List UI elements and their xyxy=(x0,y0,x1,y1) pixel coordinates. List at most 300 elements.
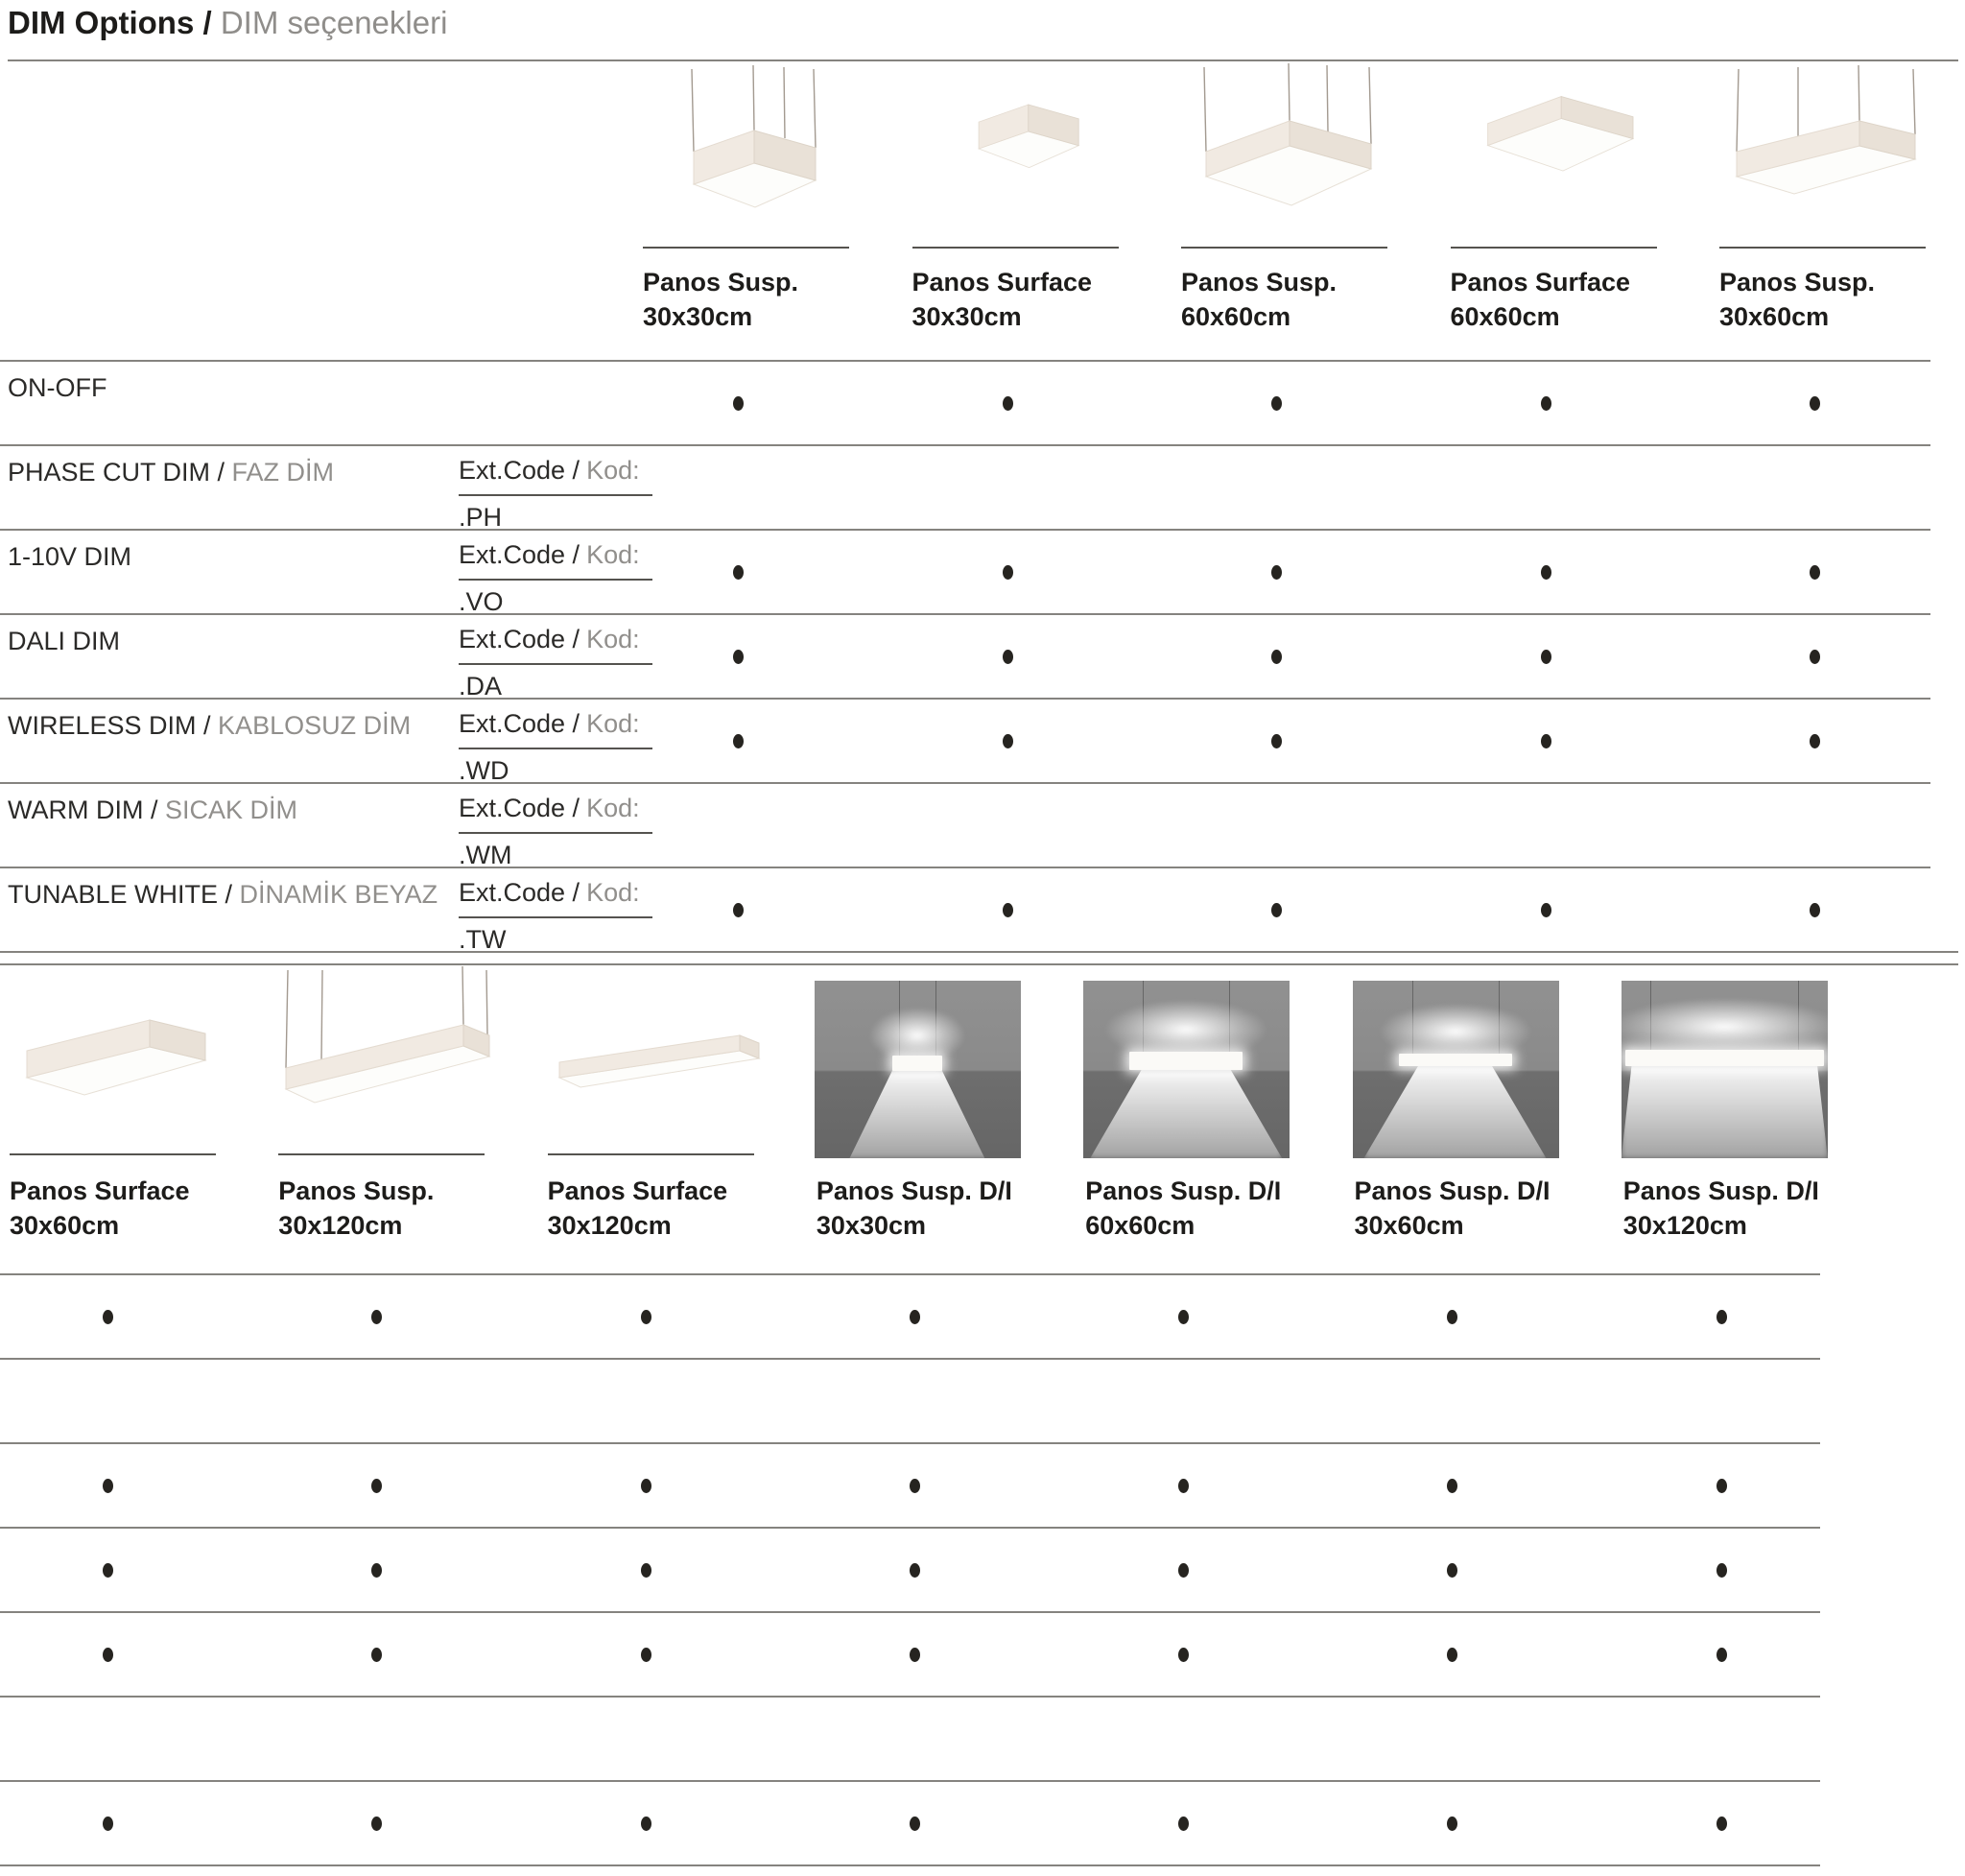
availability-dot xyxy=(1447,1563,1457,1578)
column-underline xyxy=(912,247,1119,249)
product-size: 30x120cm xyxy=(1622,1211,1747,1240)
availability-cell xyxy=(1344,1782,1613,1864)
availability-dot xyxy=(1447,1817,1457,1831)
availability-dot xyxy=(910,1310,920,1324)
product-label xyxy=(817,1174,1012,1243)
product-column-panos-susp-60x60 xyxy=(1179,61,1397,331)
availability-dot xyxy=(1716,1648,1727,1662)
availability-cell xyxy=(903,784,1172,867)
availability-cell xyxy=(1710,784,1965,867)
availability-dot xyxy=(1541,734,1551,748)
dim-option-row-tunablewhite xyxy=(0,867,1930,953)
availability-dot xyxy=(733,565,744,580)
availability-dot xyxy=(371,1648,382,1662)
row-label xyxy=(8,458,334,487)
dim-option-row-dali xyxy=(0,613,1930,700)
availability-cell xyxy=(807,1613,1076,1696)
ext-code-label xyxy=(459,456,652,496)
product-column-panos-susp-30x60 xyxy=(1717,61,1935,331)
product-name: Panos Susp. D/I xyxy=(1354,1176,1551,1205)
availability-cell xyxy=(1710,700,1965,782)
availability-dot xyxy=(1003,734,1013,748)
ext-code-label-tr: Kod: xyxy=(586,794,640,822)
availability-dot xyxy=(641,1563,651,1578)
row-label xyxy=(8,711,411,741)
availability-cell xyxy=(1076,1698,1344,1780)
availability-dot xyxy=(1271,650,1282,664)
row-label-tr: FAZ DİM xyxy=(231,458,335,487)
availability-dots-row xyxy=(633,362,1965,444)
product-label xyxy=(643,265,798,334)
product-size: 30x120cm xyxy=(547,1211,672,1240)
availability-cell xyxy=(1344,1698,1613,1780)
indirect-light-glow xyxy=(1104,1000,1267,1059)
product-size: 60x60cm xyxy=(1085,1211,1196,1240)
availability-cell xyxy=(1172,700,1441,782)
ext-code-label xyxy=(459,878,652,918)
availability-cell xyxy=(0,1613,269,1696)
availability-cell xyxy=(807,1275,1076,1358)
availability-dot xyxy=(910,1648,920,1662)
availability-cell xyxy=(633,531,903,613)
availability-cell xyxy=(269,1782,537,1864)
column-underline xyxy=(643,247,849,249)
product-name: Panos Susp. D/I xyxy=(1622,1176,1819,1205)
ext-code-label-en: Ext.Code / xyxy=(459,794,580,822)
column-underline xyxy=(1719,247,1926,249)
product-name: Panos Susp. xyxy=(1181,268,1338,297)
product-photo-suspended-di-30x120 xyxy=(1622,981,1828,1158)
luminaire-body xyxy=(892,1056,942,1071)
dim-option-row-onoff xyxy=(0,360,1930,446)
dim-option-row-tunablewhite-2 xyxy=(0,1780,1820,1866)
availability-dots-row xyxy=(0,1360,1882,1442)
row-label-en: ON-OFF xyxy=(8,373,107,402)
row-label xyxy=(8,880,438,910)
product-size: 30x60cm xyxy=(10,1211,120,1240)
row-label-sep: / xyxy=(196,711,219,740)
availability-dot xyxy=(1541,650,1551,664)
availability-dot xyxy=(1003,396,1013,411)
product-render-suspended-30x60-icon xyxy=(1717,61,1933,246)
ext-code-value: .WM xyxy=(459,841,512,869)
availability-cell xyxy=(1614,1529,1882,1611)
availability-dot xyxy=(1003,903,1013,917)
ext-code-block xyxy=(459,456,652,533)
availability-dot xyxy=(371,1817,382,1831)
availability-cell xyxy=(1710,446,1965,529)
availability-cell xyxy=(633,784,903,867)
availability-dot xyxy=(641,1648,651,1662)
column-underline xyxy=(548,1153,754,1155)
dim-option-row-1-10v xyxy=(0,529,1930,615)
availability-cell xyxy=(807,1782,1076,1864)
row-label-en: DALI DIM xyxy=(8,627,121,655)
ext-code-label xyxy=(459,794,652,834)
dim-option-row-1-10v-2 xyxy=(0,1442,1820,1529)
row-label-en: WARM DIM xyxy=(8,796,144,824)
availability-cell xyxy=(903,362,1172,444)
availability-dots-row xyxy=(0,1698,1882,1780)
ext-code-label-tr: Kod: xyxy=(586,625,640,653)
product-size: 60x60cm xyxy=(1181,302,1291,331)
availability-dots-row xyxy=(0,1782,1882,1864)
availability-cell xyxy=(903,868,1172,951)
section-divider-line-1 xyxy=(0,951,1958,953)
ext-code-label xyxy=(459,540,652,581)
page-title-separator: / xyxy=(194,5,221,40)
row-label-sep: / xyxy=(143,796,165,824)
availability-dot xyxy=(910,1563,920,1578)
ext-code-label-tr: Kod: xyxy=(586,456,640,485)
availability-cell xyxy=(1172,446,1441,529)
product-label xyxy=(1451,265,1631,334)
product-column-panos-surface-30x120 xyxy=(546,964,764,1240)
availability-dot xyxy=(1447,1648,1457,1662)
availability-dot xyxy=(1810,650,1820,664)
product-column-panos-susp-30x30 xyxy=(641,61,859,331)
product-size: 60x60cm xyxy=(1450,302,1560,331)
availability-cell xyxy=(1076,1275,1344,1358)
availability-cell xyxy=(1076,1782,1344,1864)
product-name: Panos Susp. xyxy=(1719,268,1876,297)
availability-cell xyxy=(269,1275,537,1358)
direct-light-cone xyxy=(1090,1069,1282,1158)
availability-dot xyxy=(1810,396,1820,411)
availability-dot xyxy=(641,1479,651,1493)
dim-option-row-warmdim xyxy=(0,782,1930,868)
availability-cell xyxy=(1710,362,1965,444)
availability-dot xyxy=(103,1563,113,1578)
availability-cell xyxy=(0,1529,269,1611)
availability-cell xyxy=(0,1782,269,1864)
row-label-tr: DİNAMİK BEYAZ xyxy=(239,880,438,909)
product-label xyxy=(1181,265,1337,334)
indirect-light-glow xyxy=(1622,998,1828,1056)
availability-cell xyxy=(633,700,903,782)
availability-cell xyxy=(0,1444,269,1527)
availability-cell xyxy=(1614,1360,1882,1442)
availability-dot xyxy=(1541,396,1551,411)
dim-option-row-warmdim-2 xyxy=(0,1696,1820,1782)
availability-dot xyxy=(641,1817,651,1831)
luminaire-body xyxy=(1129,1052,1243,1070)
availability-dots-row xyxy=(633,700,1965,782)
ext-code-block xyxy=(459,709,652,786)
product-size: 30x30cm xyxy=(816,1211,926,1240)
product-size: 30x30cm xyxy=(643,302,753,331)
availability-cell xyxy=(807,1360,1076,1442)
product-size: 30x60cm xyxy=(1354,1211,1464,1240)
availability-dots-row xyxy=(633,615,1965,698)
product-render-surface-30x120-icon xyxy=(546,964,764,1152)
row-label xyxy=(8,542,131,572)
availability-cell xyxy=(0,1360,269,1442)
availability-dot xyxy=(1810,903,1820,917)
availability-cell xyxy=(1614,1613,1882,1696)
availability-dot xyxy=(371,1479,382,1493)
direct-light-cone xyxy=(1364,1065,1547,1158)
product-label xyxy=(1719,265,1875,334)
availability-cell xyxy=(807,1698,1076,1780)
availability-cell xyxy=(633,446,903,529)
ext-code-value: .WD xyxy=(459,756,509,785)
product-render-surface-30x30-icon xyxy=(911,61,1126,246)
dim-option-row-onoff-2 xyxy=(0,1273,1820,1360)
row-label-sep: / xyxy=(218,880,240,909)
availability-dot xyxy=(641,1310,651,1324)
availability-cell xyxy=(1076,1444,1344,1527)
product-size: 30x60cm xyxy=(1719,302,1830,331)
availability-cell xyxy=(269,1613,537,1696)
dim-option-row-phasecut xyxy=(0,444,1930,531)
luminaire-body xyxy=(1399,1054,1512,1066)
product-label xyxy=(1085,1174,1281,1243)
product-name: Panos Surface xyxy=(547,1176,728,1205)
product-label xyxy=(10,1174,190,1243)
availability-cell xyxy=(1441,868,1711,951)
availability-dot xyxy=(1003,650,1013,664)
availability-cell xyxy=(633,362,903,444)
availability-dots-row xyxy=(633,784,1965,867)
product-name: Panos Surface xyxy=(1450,268,1631,297)
row-label-en: 1-10V DIM xyxy=(8,542,132,571)
ext-code-label-en: Ext.Code / xyxy=(459,709,580,738)
ext-code-value: .DA xyxy=(459,672,503,701)
availability-dot xyxy=(103,1479,113,1493)
product-photo-suspended-di-30x30 xyxy=(815,981,1021,1158)
product-photo-suspended-di-60x60 xyxy=(1083,981,1290,1158)
availability-cell xyxy=(1614,1782,1882,1864)
availability-cell xyxy=(538,1275,807,1358)
availability-cell xyxy=(903,700,1172,782)
availability-cell xyxy=(1172,362,1441,444)
availability-cell xyxy=(538,1698,807,1780)
availability-dot xyxy=(910,1479,920,1493)
availability-cell xyxy=(807,1529,1076,1611)
ext-code-label-en: Ext.Code / xyxy=(459,625,580,653)
ext-code-block xyxy=(459,625,652,701)
product-name: Panos Surface xyxy=(911,268,1093,297)
availability-cell xyxy=(1441,784,1711,867)
column-underline xyxy=(278,1153,485,1155)
ext-code-value: .TW xyxy=(459,925,507,954)
availability-dots-row xyxy=(0,1275,1882,1358)
availability-dot xyxy=(103,1310,113,1324)
direct-light-cone xyxy=(1622,1065,1828,1158)
row-label-en: TUNABLE WHITE xyxy=(8,880,219,909)
availability-cell xyxy=(1441,362,1711,444)
availability-dots-row xyxy=(0,1444,1882,1527)
availability-dot xyxy=(1178,1310,1189,1324)
availability-dot xyxy=(1447,1310,1457,1324)
product-label xyxy=(1623,1174,1819,1243)
page-title-tr: DIM seçenekleri xyxy=(220,5,448,40)
availability-cell xyxy=(538,1529,807,1611)
availability-dot xyxy=(733,396,744,411)
availability-dot xyxy=(103,1817,113,1831)
row-label xyxy=(8,796,297,825)
availability-cell xyxy=(538,1444,807,1527)
row-label-tr: KABLOSUZ DİM xyxy=(218,711,412,740)
ext-code-label-tr: Kod: xyxy=(586,709,640,738)
dim-option-row-phasecut-2 xyxy=(0,1358,1820,1444)
availability-cell xyxy=(1710,531,1965,613)
availability-cell xyxy=(633,868,903,951)
column-underline xyxy=(1181,247,1387,249)
availability-cell xyxy=(903,531,1172,613)
indirect-light-glow xyxy=(1379,1004,1532,1059)
availability-cell xyxy=(1441,531,1711,613)
dim-option-row-wireless-2 xyxy=(0,1611,1820,1698)
availability-cell xyxy=(1710,868,1965,951)
availability-cell xyxy=(269,1444,537,1527)
row-label xyxy=(8,627,120,656)
availability-dot xyxy=(1716,1310,1727,1324)
availability-cell xyxy=(1710,615,1965,698)
availability-cell xyxy=(1344,1444,1613,1527)
availability-dot xyxy=(1541,565,1551,580)
availability-cell xyxy=(269,1698,537,1780)
availability-cell xyxy=(1172,615,1441,698)
availability-cell xyxy=(903,446,1172,529)
product-label xyxy=(278,1174,434,1243)
column-underline xyxy=(10,1153,216,1155)
availability-dots-row xyxy=(633,531,1965,613)
availability-cell xyxy=(1172,531,1441,613)
availability-dot xyxy=(733,650,744,664)
availability-dot xyxy=(733,734,744,748)
product-name: Panos Susp. xyxy=(278,1176,435,1205)
availability-cell xyxy=(1344,1529,1613,1611)
availability-cell xyxy=(269,1529,537,1611)
availability-cell xyxy=(807,1444,1076,1527)
dim-option-row-wireless xyxy=(0,698,1930,784)
availability-cell xyxy=(1076,1613,1344,1696)
availability-cell xyxy=(1614,1275,1882,1358)
availability-cell xyxy=(0,1275,269,1358)
availability-dot xyxy=(1810,565,1820,580)
column-underline xyxy=(1451,247,1657,249)
availability-cell xyxy=(538,1360,807,1442)
ext-code-block xyxy=(459,878,652,955)
availability-dots-row xyxy=(633,868,1965,951)
availability-cell xyxy=(1344,1360,1613,1442)
product-render-suspended-30x30-icon xyxy=(641,61,857,246)
availability-dot xyxy=(371,1563,382,1578)
product-column-panos-surface-60x60 xyxy=(1449,61,1667,331)
row-label-tr: SICAK DİM xyxy=(165,796,298,824)
availability-cell xyxy=(0,1698,269,1780)
availability-cell xyxy=(1441,446,1711,529)
ext-code-label-tr: Kod: xyxy=(586,878,640,907)
ext-code-label xyxy=(459,709,652,749)
ext-code-value: .PH xyxy=(459,503,503,532)
row-label-en: WIRELESS DIM xyxy=(8,711,197,740)
ext-code-label-tr: Kod: xyxy=(586,540,640,569)
availability-dot xyxy=(371,1310,382,1324)
product-render-surface-60x60-icon xyxy=(1449,61,1665,246)
ext-code-label-en: Ext.Code / xyxy=(459,878,580,907)
row-label-en: PHASE CUT DIM xyxy=(8,458,211,487)
availability-cell xyxy=(269,1360,537,1442)
availability-cell xyxy=(1344,1275,1613,1358)
direct-light-cone xyxy=(840,1070,994,1158)
product-render-suspended-60x60-icon xyxy=(1179,61,1395,246)
availability-dot xyxy=(1716,1563,1727,1578)
availability-dot xyxy=(1271,734,1282,748)
ext-code-block xyxy=(459,540,652,617)
availability-cell xyxy=(538,1613,807,1696)
row-label-sep: / xyxy=(210,458,232,487)
row-label xyxy=(8,373,107,403)
availability-cell xyxy=(1441,700,1711,782)
availability-cell xyxy=(1172,868,1441,951)
product-render-suspended-30x120-icon xyxy=(276,964,494,1152)
availability-dot xyxy=(1271,903,1282,917)
ext-code-label-en: Ext.Code / xyxy=(459,456,580,485)
product-label xyxy=(548,1174,728,1243)
availability-cell xyxy=(1614,1444,1882,1527)
availability-dot xyxy=(1716,1817,1727,1831)
availability-cell xyxy=(1076,1529,1344,1611)
availability-dot xyxy=(103,1648,113,1662)
availability-dots-row xyxy=(0,1613,1882,1696)
availability-dot xyxy=(1271,565,1282,580)
product-label xyxy=(1355,1174,1551,1243)
product-column-panos-susp-30x120 xyxy=(276,964,494,1240)
availability-cell xyxy=(538,1782,807,1864)
availability-cell xyxy=(1344,1613,1613,1696)
availability-cell xyxy=(1614,1698,1882,1780)
availability-dot xyxy=(910,1817,920,1831)
availability-dot xyxy=(1271,396,1282,411)
table-bottom-rule xyxy=(0,1864,1820,1866)
availability-cell xyxy=(1076,1360,1344,1442)
availability-dot xyxy=(1178,1648,1189,1662)
availability-cell xyxy=(903,615,1172,698)
availability-dot xyxy=(1178,1479,1189,1493)
availability-dot xyxy=(1716,1479,1727,1493)
ext-code-label-en: Ext.Code / xyxy=(459,540,580,569)
availability-dots-row xyxy=(633,446,1965,529)
product-name: Panos Susp. D/I xyxy=(816,1176,1012,1205)
availability-dot xyxy=(1178,1817,1189,1831)
product-column-panos-surface-30x60 xyxy=(8,964,225,1240)
ext-code-value: .VO xyxy=(459,587,504,616)
availability-dot xyxy=(1810,734,1820,748)
product-photo-suspended-di-30x60 xyxy=(1353,981,1559,1158)
availability-cell xyxy=(1441,615,1711,698)
product-label xyxy=(912,265,1093,334)
dim-option-row-dali-2 xyxy=(0,1527,1820,1613)
availability-cell xyxy=(633,615,903,698)
page-title xyxy=(8,4,447,42)
product-render-surface-30x60-icon xyxy=(8,964,225,1152)
availability-dot xyxy=(733,903,744,917)
product-name: Panos Susp. D/I xyxy=(1085,1176,1282,1205)
availability-dot xyxy=(1003,565,1013,580)
ext-code-label xyxy=(459,625,652,665)
product-name: Panos Susp. xyxy=(643,268,799,297)
page-title-en: DIM Options xyxy=(8,5,195,40)
ext-code-block xyxy=(459,794,652,870)
availability-dot xyxy=(1541,903,1551,917)
availability-cell xyxy=(1172,784,1441,867)
product-size: 30x120cm xyxy=(278,1211,403,1240)
product-name: Panos Surface xyxy=(10,1176,190,1205)
availability-dot xyxy=(1447,1479,1457,1493)
